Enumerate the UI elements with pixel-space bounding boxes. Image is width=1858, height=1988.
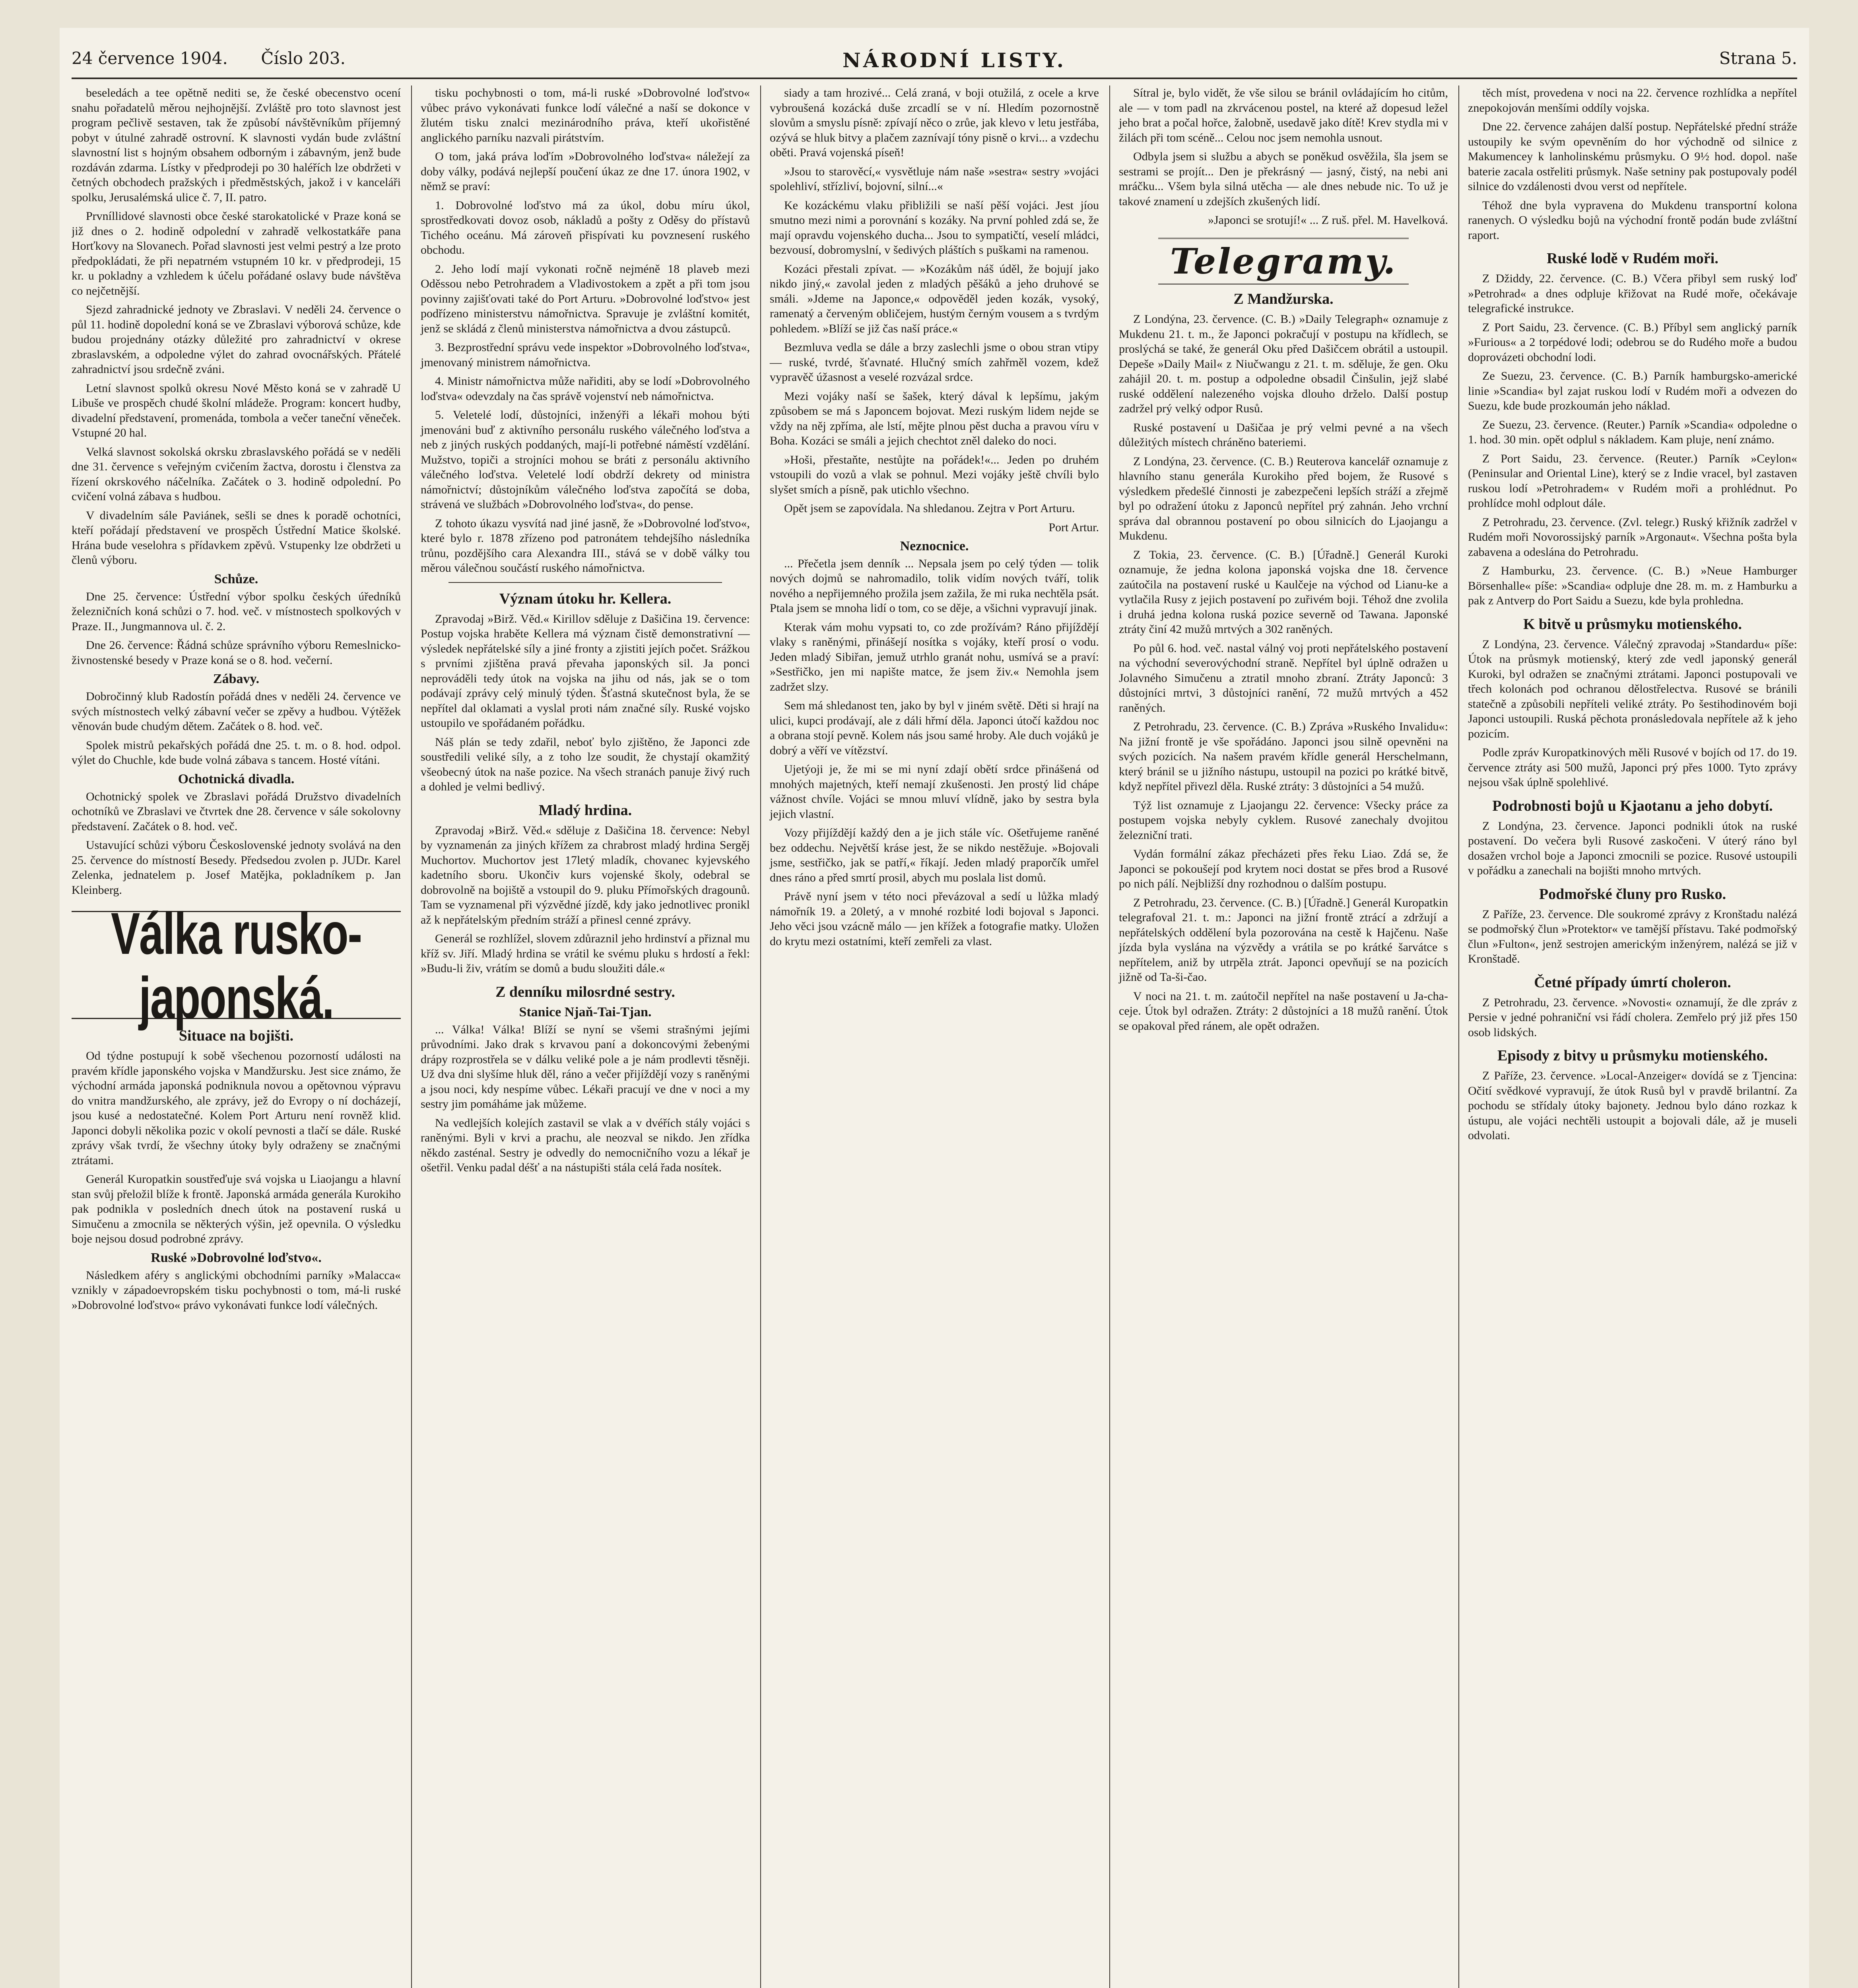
- paragraph: V divadelním sále Paviánek, sešli se dnes k poradě ochotníci, kteří pořádají představení ve prospěch Ústřední Matice školské. Hrána bude veselohra s přídavkem zpěvů. Vstupenky lze obdržeti u členů výboru.: [72, 509, 401, 567]
- telegrams-title: Telegramy.: [1158, 238, 1409, 285]
- section-heading: Episody z bitvy u průsmyku motienského.: [1497, 1047, 1768, 1064]
- header-left: [72, 49, 373, 68]
- paragraph: Ze Suezu, 23. července. (Reuter.) Parník »Scandia« odpoledne o 1. hod. 30 min. opět odplul s nákladem. Kam pluje, není známo.: [1468, 418, 1797, 446]
- paragraph: »Jsou to starověcí,« vysvětluje nám naše »sestra« sestry »vojáci spolehliví, střízliví, bojovní, silní...«: [770, 165, 1099, 193]
- paragraph: 1. Dobrovolné loďstvo má za úkol, dobu míru úkol, sprostředkovati dovoz osob, nákladů a pošty z Oděsy do přístavů Tichého oceánu. Má zároveň přispívati ku povznesení ruského obchodu.: [421, 198, 750, 256]
- column-2: [411, 85, 750, 1988]
- column-5: [1458, 85, 1797, 1988]
- section-subheading: Neznocnice.: [900, 538, 969, 553]
- paragraph: Prvníllidové slavnosti obce české starokatolické v Praze koná se již dnes o 2. hodině odpolední v zahradě velkostatkáře pana Horťkovy na Slovanech. Pořad slavnosti jest velmi pestrý a lze proto předpokládati, že při nepatrném vstupném 10 kr. v předprodeji, 15 kr. u pokladny a vzhledem k účelu pořádané oslavy bude návštěva co nejčetnější.: [72, 210, 401, 297]
- paragraph: ... Válka! Válka! Blíží se nyní se všemi strašnými jejími průvodními. Jako drak s krvavou paní a dokoncovými žebenými drápy rozprostřela se v dálku veliké pole a je nám prodlevti těsněji. Už dva dni slyšíme hluk děl, ráno a večer přijíždějí vozy s raněnými a jsou noci, kdy nespíme vůbec. Lékaři pracují ve dne v noci a my sestry jim pomáháme jak můžeme.: [421, 1023, 750, 1110]
- paragraph: Dobročinný klub Radostín pořádá dnes v neděli 24. července ve svých místnostech velký zábavní večer se zpěvy a hudbou. Výtěžek věnován bude chudým dětem. Začátek o 8. hod. več.: [72, 690, 401, 733]
- column-1: [72, 85, 401, 1988]
- page-number: Strana 5.: [1719, 49, 1797, 68]
- paragraph: Z Londýna, 23. července. Japonci podnikli útok na ruské postavení. Do večera byli Rusové zaskočeni. V úterý ráno byl dosažen vrchol boje a Japonci zmocnili se pozice. Rusové ustoupili v pořádku a zanechali na bojišti mnoho mrtvých.: [1468, 819, 1797, 877]
- paragraph: Kozáci přestali zpívat. — »Kozákům náš úděl, že bojují jako nikdo jiný,« zavolal jeden z mladých pěšáků a jeho druhové se smáli. »Jdeme na Japonce,« odpověděl jeden kozák, vysoký, ramenatý a červeným obličejem, hustým černým vousem a s tvrdým pohledem. »Blíží se již čas naší práce.«: [770, 262, 1099, 335]
- paragraph: Zpravodaj »Birž. Věd.« Kirillov sděluje z Dašičina 19. července: Postup vojska hraběte Kellera má význam čistě demonstrativní — výsledek nepřátelské síly a jiné fronty a zjistiti jejích počet. Srážkou s prvními zjištěna pravá převaha japonských sil. Ja ponci neprováděli tedy útok na vojska na jihu od nás, jak se o tom podávají zprávy celý minulý týden. Šťastná skutečnost byla, že se nepřítel dal oklamati a vyslal proti nám značné síly. Ruské vojsko ustoupilo ve spořádaném pořádku.: [421, 612, 750, 730]
- paragraph: Dne 22. července zahájen další postup. Nepřátelské přední stráže ustoupily ke svým opevněním do hor východně od silnice z Makumencey k lanholinskému průsmyku. O 9½ hod. dopol. naše baterie zacala ostřeliti průsmyk. Naše setniny pak postupovaly podél silnice do vzdálenosti dvou verst od nepřítele.: [1468, 120, 1797, 193]
- paragraph: Po půl 6. hod. več. nastal válný voj proti nepřátelského postavení na východní severovýchodní straně. Nepřítel byl úplně odražen u Jolavného Simučenu a ztratil mnoho zbraní. Ztráty Japonců: 3 důstojníci mrtvi, 3 důstojníci ranění, 72 mužů mrtvých a 452 raněných.: [1119, 641, 1448, 714]
- paragraph: Podle zpráv Kuropatkinových měli Rusové v bojích od 17. do 19. července ztráty asi 500 mužů, Japonci prý přes 1000. Tyto zprávy nejsou však úplně spolehlivé.: [1468, 746, 1797, 789]
- issue-number: Číslo 203.: [261, 49, 346, 68]
- dateline: Port Artur.: [1048, 520, 1099, 534]
- paragraph: Z Port Saidu, 23. července. (Reuter.) Parník »Ceylon« (Peninsular and Oriental Line), který se z Indie vracel, byl zastaven ruskou lodí »Petrohradem« v Rudém moři a prohlédnut. Po prohlídce mohl odplout dále.: [1468, 452, 1797, 510]
- paragraph: Ochotnický spolek ve Zbraslavi pořádá Družstvo divadelních ochotníků ve Zbraslavi ve čtvrtek dne 28. července v sále sokolovny představení. Začátek o 8. hod. več.: [72, 790, 401, 833]
- paragraph: 5. Veletelé lodí, důstojníci, inženýři a lékaři mohou býti jmenováni buď z aktivního personálu ruského válečného loďstva a neb z jiných ruských poddaných, mají-li potřebné náměstí vzdělání. Mužstvo, topiči a strojníci mohou se bráti z personálu aktivního válečného loďstva. Veletelé lodí obdrží dekrety od ministra námořnictví; důstojníkům válečného loďstva započítá se doba, strávená ve službách »Dobrovolného loďstva«, do pense.: [421, 408, 750, 511]
- paragraph: Generál se rozhlížel, slovem zdůraznil jeho hrdinství a přiznal mu kříž sv. Jiří. Mladý hrdina se vrátil ke svému pluku s hrdostí a řekl: »Budu-li živ, vrátím se domů a budu sloužiti dále.«: [421, 932, 750, 975]
- column-4: [1109, 85, 1448, 1988]
- paragraph: Z Paříže, 23. července. Dle soukromé zprávy z Kronštadu nalézá se podmořský člun »Protektor« ve tamější přístavu. Také podmořský člun »Fulton«, jenž sestrojen americkým inženýrem, nalézá se již v Kronštadě.: [1468, 907, 1797, 965]
- page-header: [72, 40, 1797, 79]
- paragraph: Vydán formální zákaz přecházeti přes řeku Liao. Zdá se, že Japonci se pokoušejí pod krytem noci dostat se přes brod a Rusové po nich pálí. Nejbližší dny rozhodnou o dalším postupu.: [1119, 847, 1448, 890]
- paragraph: Opět jsem se zapovídala. Na shledanou. Zejtra v Port Arturu.: [784, 502, 1075, 515]
- masthead-title: NÁRODNÍ LISTY.: [843, 49, 1066, 72]
- columns: [72, 85, 1797, 1988]
- divider: [448, 582, 722, 583]
- paragraph: Z Džiddy, 22. července. (C. B.) Včera přibyl sem ruský loď »Petrohrad« a dnes odpluje křižovat na Rudé moře, očekávaje telegrafické instrukce.: [1468, 272, 1797, 315]
- paragraph: Letní slavnost spolků okresu Nové Město koná se v zahradě U Libuše ve prospěch chudé školní mládeže. Program: koncert hudby, divadelní představení, promenáda, tombola a večer taneční věneček. Vstupné 20 hal.: [72, 381, 401, 439]
- section-heading: Ochotnická divadla.: [178, 771, 295, 786]
- paragraph: V noci na 21. t. m. zaútočil nepřítel na naše postavení u Ja-cha-ceje. Útok byl odražen. Ztráty: 2 důstojníci a 18 mužů ranění. Útok se opakoval před ránem, ale opět odražen.: [1119, 989, 1448, 1033]
- paragraph: Dne 25. července: Ústřední výbor spolku českých úředníků železničních koná schůzi o 7. hod. več. v místnostech spolkových v Praze. II., Jungmannova ul. č. 2.: [72, 590, 401, 633]
- paragraph: Zpravodaj »Birž. Věd.« sděluje z Dašičina 18. července: Nebyl by vyznamenán za jiných křížem za chrabrost mladý hrdina Sergěj Muchortov. Muchortov jest 17letý mladík, chovanec kyjevského kadetního sboru. Ukončiv kurs vojenské školy, odebral se dobrovolně na bojiště a vstoupil do 9. pluku Přímořských dragounů. Tam se vyznamenal při výzvědné jízdě, kdy jako jednotlivec pronikl až k nepřátelským předním stráží a přinesl cenné zprávy.: [421, 823, 750, 926]
- paragraph: Generál Kuropatkin soustřeďuje svá vojska u Liaojangu a hlavní stan svůj přeložil blíže k frontě. Japonská armáda generála Kurokiho pak podnikla v posledních dnech útok na postavení ruská u Simučenu a zmocnila se některých výšin, jež opevnila. O výsledku boje nejsou dosud podrobné zprávy.: [72, 1173, 401, 1245]
- paragraph: Ujetýoji je, že mi se mi nyní zdají obětí srdce přinášená od mnohých majetných, kteří nemají zkušenosti. Jen prostý lid chápe vážnost chvíle. Vojáci se mnou mluví vlídně, jako by sestra byla jejich vlastní.: [770, 763, 1099, 821]
- paragraph: Z Petrohradu, 23. července. (Zvl. telegr.) Ruský křižník zadržel v Rudém moři Novorossijský parník »Argonaut«. Všechna pošta byla zabavena a odeslána do Petrohradu.: [1468, 515, 1797, 559]
- paragraph: Vozy přijíždějí každý den a je jich stále víc. Ošetřujeme raněné bez oddechu. Největší kráse jest, že se nikdo nestěžuje. »Bojovali jsme, sestřičko, jak se patří,« říkají. Jeden mladý praporčík umřel dnes ráno a před smrtí prosil, abych mu poslala list domů.: [770, 826, 1099, 884]
- paragraph: beseledách a tee opětně nediti se, že české obecenstvo ocení snahu pořadatelů měrou nejhojnější. Zvláště pro toto slavnost jest program pečlivě sestaven, tak že způsobí návštěvníkům příjemný pobyt v útulné zahradě ostrovní. K slavnosti vydán bude zvláštní slavnostní list s hojným obsahem odborným i zábavným, jenž bude rozdáván zdarma. Lístky v předprodeji po 30 haléřích lze obdržeti v četných obchodech pražských i předměstských, jakož i v kanceláři spolku, Jerusalémská ulice č. 7, II. patro.: [72, 86, 401, 204]
- paragraph: »Hoši, přestaňte, nestůjte na pořádek!«... Jeden po druhém vstoupili do vozů a vlak se pohnul. Mezi vojáky ještě chvíli bylo slyšet smích a písně, pak utichlo všechno.: [770, 453, 1099, 496]
- section-heading: Podmořské čluny pro Rusko.: [1539, 885, 1726, 903]
- paragraph: Ze Suezu, 23. července. (C. B.) Parník hamburgsko-americké linie »Scandia« byl zajat ruskou lodí v Rudém moři a odvezen do Suezu, kde bude prozkoumán jeho náklad.: [1468, 369, 1797, 412]
- paragraph: Odbyla jsem si službu a abych se poněkud osvěžila, šla jsem se sestrami se projít... Den je překrásný — jasný, čistý, na nebi ani mráčku... Všem byla silná utěcha — ale dnes nebude nic. To už je takové znamení u zdejších zkušených lidí.: [1119, 150, 1448, 208]
- war-banner-title: Válka rusko-japonská.: [111, 901, 362, 1031]
- paragraph: Z Londýna, 23. července. (C. B.) Reuterova kancelář oznamuje z hlavního stanu generála Kurokiho před bojem, že Rusové s výsledkem předešlé činnosti je zabezpečeni lepších stráží a zřejmě byl po odražení útoku z Japonců nepřítel prý zahnán. Jeho vrchní správa dal obrannou postavení po obou silnicích do Ljaojangu a Mukdenu.: [1119, 454, 1448, 542]
- telegrams-banner: [1119, 239, 1448, 283]
- section-heading: Z Mandžurska.: [1233, 291, 1334, 307]
- section-heading: Mladý hrdina.: [538, 802, 632, 819]
- paragraph: tisku pochybnosti o tom, má-li ruské »Dobrovolné loďstvo« vůbec právo vykonávati funkce lodí válečné a naší se dokonce v žlutém tisku znalci mezinárodního práva, kteří ukořistěné anglického parníku nazvali pirátstvím.: [421, 86, 750, 144]
- paragraph: Kterak vám mohu vypsati to, co zde prožívám? Ráno přijíždějí vlaky s raněnými, přinášejí nosítka s vojáky, kteří prosí o vodu. Jeden mladý Sibiřan, jemuž utrhlo granát nohu, usmívá se a praví: »Sestřičko, jen mi napište matce, že jsem živ.« Nemohla jsem zadržet slzy.: [770, 620, 1099, 693]
- issue-date: 24 července 1904.: [72, 49, 228, 68]
- paragraph: Z Londýna, 23. července. (C. B.) »Daily Telegraph« oznamuje z Mukdenu 21. t. m., že Japonci pokračují v postupu na křídlech, se proslýchá se také, že generál Oku před Dašičcem obrátil a ustoupil. Depeše »Daily Mail« z Niučwangu z 21. t. m. sděluje, že gen. Oku zahájil 20. t. m. postup a odpoledne obsadil Činšulin, jejž slabé ruské oddělení nalezeného vojska dlouho drželo. Další postup zadržel prý velký odpor Rusů.: [1119, 313, 1448, 415]
- section-heading: Schůze.: [214, 571, 258, 586]
- paragraph: těch míst, provedena v noci na 22. července rozhlídka a nepřítel znepokojován menšími oddíly vojska.: [1468, 86, 1797, 115]
- paragraph: Ustavující schůzi výboru Československé jednoty svolává na den 25. července do místností Besedy. Předsedou zvolen p. JUDr. Karel Zelenka, jednatelem p. Josef Matějka, pokladníkem p. Jan Kleinberg.: [72, 839, 401, 897]
- section-heading: Ruské »Dobrovolné loďstvo«.: [151, 1250, 322, 1265]
- paragraph: Z tohoto úkazu vysvítá nad jiné jasně, že »Dobrovolné loďstvo«, které bylo r. 1878 zřízeno pod patronátem tehdejšího následníka trůnu, pozdějšího cara Alexandra III., stává se v době války tou měrou válečnou součástí ruského námořnictva.: [421, 516, 750, 575]
- paragraph: Sem má shledanost ten, jako by byl v jiném světě. Děti si hrají na ulici, kupci prodávají, ale z dáli hřmí děla. Japonci útočí každou noc a obrana stojí pevně. Kolem nás jsou samé hroby. Ale duch vojáků je dobrý a věří ve vítězství.: [770, 699, 1099, 757]
- paragraph: Z Port Saidu, 23. července. (C. B.) Příbyl sem anglický parník »Furious« a 2 torpédové lodi; odebrou se do Rudého moře a budou doprovázeti obchodní lodi.: [1468, 320, 1797, 364]
- section-heading: Podrobnosti bojů u Kjaotanu a jeho dobytí.: [1492, 797, 1773, 814]
- paragraph: Z Petrohradu, 23. července. »Novosti« oznamují, že dle zpráv z Persie v jedné pohraniční vsi řádí cholera. Zemřelo prý již přes 150 osob lidských.: [1468, 996, 1797, 1039]
- paragraph: Právě nyní jsem v této noci převázoval a sedí u lůžka mladý námořník 19. a 20letý, a v mnohé rozbité lodi bojoval s Japonci. Jeho věci jsou vzácně málo — jen křížek a fotografie matky. Uložen do krytu mezi ostatními, kteří zemřeli za vlast.: [770, 890, 1099, 948]
- paragraph: Sítral je, bylo vidět, že vše silou se bránil ovládajícím ho citům, ale — v tom padl na zkrvácenou postel, na které až dopesud ležel jeho brat a počal hořce, žalobně, usedavě jako dítě! Krev stydla mi v žilách při tom scéně... Celou noc jsem nemohla usnout.: [1119, 86, 1448, 144]
- paragraph: 2. Jeho lodí mají vykonati ročně nejméně 18 plaveb mezi Oděssou nebo Petrohradem a Vladivostokem a zpět a při tom jsou povinny zajišťovati také do Port Arturu. »Dobrovolné loďstvo« jest podřízeno ministerstvu námořnictva. Spravuje je zvláštní komitét, jenž se skládá z členů ministerstva námořnictva a dvou zástupců.: [421, 262, 750, 335]
- section-heading: Význam útoku hr. Kellera.: [499, 590, 672, 607]
- section-heading: Zábavy.: [213, 672, 260, 686]
- paragraph: 3. Bezprostřední správu vede inspektor »Dobrovolného loďstva«, jmenovaný ministrem námořnictva.: [421, 341, 750, 369]
- paragraph: Spolek mistrů pekařských pořádá dne 25. t. m. o 8. hod. odpol. výlet do Chuchle, kde bude volná zábava s tancem. Hosté vítáni.: [72, 738, 401, 767]
- paragraph: Na vedlejších kolejích zastavil se vlak a v dvéřích stály vojáci s raněnými. Byli v krvi a prachu, ale neozval se nikdo. Jen zřídka někdo zasténal. Sestry je odvedly do nemocničního vozu a lékař je ošetřil. Venku padal déšť a na nástupišti stála celá řada nosítek.: [421, 1116, 750, 1174]
- section-heading: K bitvě u průsmyku motienského.: [1523, 615, 1742, 633]
- column-3: [760, 85, 1099, 1988]
- paragraph: Velká slavnost sokolská okrsku zbraslavského pořádá se v neděli dne 31. července s veřejným cvičením žactva, dorostu i členstva za řízení okrskového náčelníka. Začátek o 3. hodině odpolední. Po cvičení volná zábava s hudbou.: [72, 445, 401, 503]
- paragraph: 4. Ministr námořnictva může nařiditi, aby se lodí »Dobrovolného loďstva« odevzdaly na čas správě vojenství neb námořnictva.: [421, 375, 750, 403]
- paragraph: Mezi vojáky naší se šašek, který dával k lepšímu, jakým způsobem se má s Japoncem bojovat. Mezi ruským lidem nejde se vždy na něj zpříma, ale lstí, mějte plnou pěst ducha a pravou víru v Boha. Kozáci se smáli a jejich chechtot zněl daleko do noci.: [770, 389, 1099, 447]
- paragraph: Náš plán se tedy zdařil, neboť bylo zjištěno, že Japonci zde soustředili veliké síly, a z toho lze soudit, že chystají okamžitý všeobecný útok na naše pozice. Na všech stranách panuje živý ruch a dohled je velmi bedlivý.: [421, 735, 750, 793]
- paragraph: Téhož dne byla vypravena do Mukdenu transportní kolona ranenych. O výsledku bojů na východní frontě podán bude zvláštní raport.: [1468, 198, 1797, 242]
- section-heading: Četné případy úmrtí choleron.: [1534, 974, 1731, 991]
- paragraph: Z Londýna, 23. července. Válečný zpravodaj »Standardu« píše: Útok na průsmyk motienský, který zde vedl japonský generál Kuroki, byl odražen se značnými ztrátami. Japonci postupovali ve třech kolonách pod ochranou dělostřelectva. Rusové se bránili statečně a způsobili nepříteli veliké ztráty. Po šestihodinovém boji Japonci ustoupili. Ruská pěchota pronásledovala nepřítele až k jeho pozicím.: [1468, 637, 1797, 740]
- paragraph: siady a tam hrozivé... Celá zraná, v boji otužilá, z ocele a krve vybroušená kozácká duše zrcadlí se v ní. Hledím pozornostně slovům a smyslu písně: zpívají něco o zrůe, jak klevo v letu jestřába, ozývá se hluk bitvy a plačem zaznívají tóny pisně o krvi... a vzdechu oběti. Pravá vojenská píseň!: [770, 86, 1099, 159]
- section-heading: Z denníku milosrdné sestry.: [495, 983, 675, 1000]
- paragraph: Ruské postavení u Dašičaa je prý velmi pevné a na všech důležitých místech chráněno bateriemi.: [1119, 421, 1448, 449]
- paragraph: Z Hamburku, 23. července. (C. B.) »Neue Hamburger Börsenhalle« píše: »Scandia« odpluje dne 28. m. m. z Hamburku a pak z Antverp do Port Saidu a Suezu, kde byla prohledna.: [1468, 564, 1797, 607]
- paragraph: Od týdne postupují k sobě všechenou pozorností události na pravém křídle japonského vojska v Mandžursku. Jest sice známo, že východní armáda japonská podniknula novou a opětovnou výpravu do vnitra mandžurského, ale zprávy, jež do Evropy o ní docházejí, jsou kusé a nedostatečné. Kolem Port Arturu není rovněž klid. Japonci dobyli několika pozic v okolí pevnosti a tlačí se dále. Ruské zprávy však tvrdí, že všechny útoky byly odraženy se značnými ztrátami.: [72, 1049, 401, 1167]
- paragraph: ... Přečetla jsem denník ... Nepsala jsem po celý týden — tolik nových dojmů se nahromadilo, tolik vidím nových tváří, tolik nového a nepřijemného prožila jsem zažila, že mi ruka nechtěla psát. Ptala jsem se mnoha lidí o tom, co se děje, a všichni vypravují jinak.: [770, 557, 1099, 615]
- paragraph: Z Petrohradu, 23. července. (C. B.) Zpráva »Ruského Invalidu«: Na jižní frontě je vše spořádáno. Japonci jsou silně opevněni na svých pozicích. Na našem pravém křídle generál Herschelmann, který bránil se u jižního nástupu, ustoupil na pozici po krátké bitvě, když nepřítel přivezl děla. Ruské ztráty: 3 důstojníci a 54 mužů.: [1119, 720, 1448, 793]
- signature: »Japonci se srotují!« ... Z ruš. přel. M. Havelková.: [1208, 214, 1448, 227]
- paragraph: Z Paříže, 23. července. »Local-Anzeiger« dovídá se z Tjencina: Očití svědkové vypravují, že útok Rusů byl v pravdě brilantní. Za pochodu se střídaly útoky bajonety. Jednou bylo dáno rozkaz k ústupu, ale vojáci nechtěli ustoupit a bojovali dále, až je museli odvolati.: [1468, 1069, 1797, 1142]
- paragraph: Z Petrohradu, 23. července. (C. B.) [Úřadně.] Generál Kuropatkin telegrafoval 21. t. m.: Japonci na jižní frontě ztrácí a zdržují a nepřátelských oddělení byla pozorována na cestě k Hajčenu. Naše jízda byla vyslána na výzvědy a vrátila se po krátké šarvátce s nepřítelem, aniž by utrpěla ztrát. Japonci opevňují se na pozicích jižně od Ta-ši-čao.: [1119, 896, 1448, 984]
- section-heading: Ruské lodě v Rudém moři.: [1547, 250, 1718, 267]
- newspaper-page: [60, 28, 1809, 1988]
- section-subheading: Stanice Njaň-Tai-Tjan.: [519, 1004, 652, 1019]
- paragraph: Sjezd zahradnické jednoty ve Zbraslavi. V neděli 24. července o půl 11. hodině dopolední koná se ve Zbraslavi výborová schůze, kde budou projednány otázky důležité pro zahradnictví v okrese zbraslavském, a odpoledne výlet do zahrad ovocnářských. Přátelé zahradnictví jsou srdečně zváni.: [72, 303, 401, 376]
- paragraph: Dne 26. července: Řádná schůze správního výboru Remeslnicko-živnostenské besedy v Praze koná se o 8. hod. večerní.: [72, 639, 401, 667]
- paragraph: Z Tokia, 23. července. (C. B.) [Úřadně.] Generál Kuroki oznamuje, že jedna kolona japonská vojska dne 18. července zaútočila na postavení ruské u Kaulčeje na východ od Lianu-ke a vytlačila Rusy z jejich postavení po zuřivém boji. Téhož dne zvolila i druhá jedna kolona ruská pozice severně od Tawana. Japonské ztráty činí 42 mužů mrtvých a 302 raněných.: [1119, 548, 1448, 636]
- paragraph: Následkem aféry s anglickými obchodními parníky »Malacca« vznikly v západoevropském tisku pochybnosti o tom, má-li ruské »Dobrovolné loďstvo« právo vykonávati funkce lodí válečných.: [72, 1268, 401, 1312]
- paragraph: Ke kozáckému vlaku přibližili se naší pěší vojáci. Jest jíou smutno mezi nimi a porovnání s kozáky. Na první pohled zdá se, že mají opravdu vojenského ducha... Jsou to sympatičtí, veselí mládci, bezvousí, dobromyslní, v šedivých pláštích s puškami na ramenou.: [770, 198, 1099, 256]
- paragraph: O tom, jaká práva loďím »Dobrovolného loďstva« náležejí za doby války, podává nejlepší poučení úkaz ze dne 17. února 1902, v němž se praví:: [421, 150, 750, 193]
- section-heading: Situace na bojišti.: [179, 1027, 294, 1044]
- paragraph: Týž list oznamuje z Ljaojangu 22. července: Všecky práce za postupem vojska nebyly cyklem. Rusové zanechaly dvojitou železniční trati.: [1119, 798, 1448, 842]
- paragraph: Bezmluva vedla se dále a brzy zaslechli jsme o obou stran vtipy — ruské, tvrdé, šťavnaté. Hlučný smích zahřměl vozem, kdež vypravěč úžasnost a veselé rozvázal srdce.: [770, 341, 1099, 384]
- war-banner: [72, 901, 401, 1031]
